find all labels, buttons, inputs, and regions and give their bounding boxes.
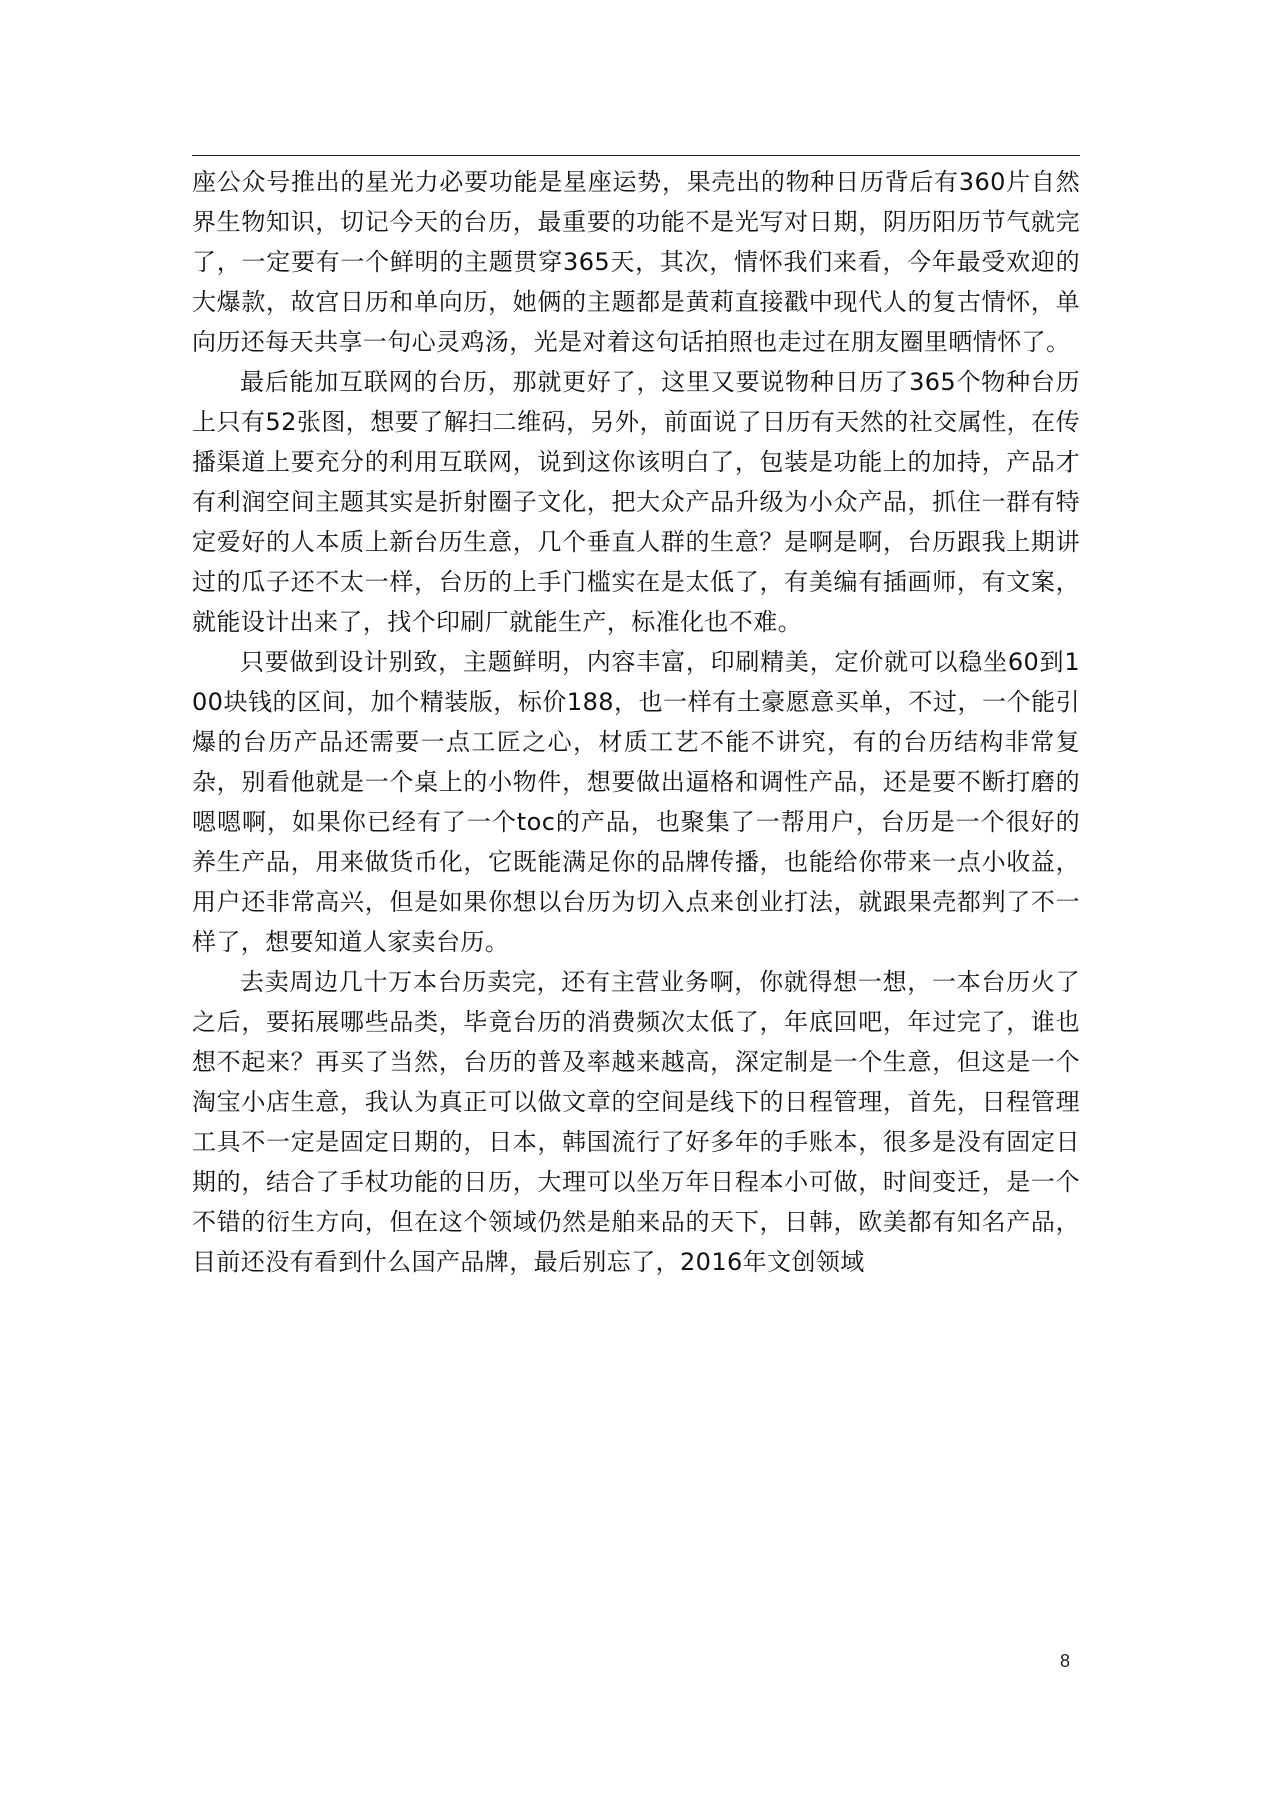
paragraph-4: 去卖周边几十万本台历卖完，还有主营业务啊，你就得想一想，一本台历火了之后，要拓展哪些品类，毕竟台历的消费频次太低了，年底回吧，年过完了，谁也想不起来？再买了当然，台历的普及率越来越高，深定制是一个生意，但这是一个淘宝小店生意，我认为真正可以做文章的空间是线下的日程管理，首先，日程管理工具不一定是固定日期的，日本，韩国流行了好多年的手账本，很多是没有固定日期的，结合了手杖功能的日历，大理可以坐万年日程本小可做，时间变迁，是一个不错的衍生方向，但在这个领域仍然是舶来品的天下，日韩，欧美都有知名产品，目前还没有看到什么国产品牌，最后别忘了，2016年文创领域 <box>192 968 1080 1276</box>
header-rule <box>192 155 1080 156</box>
paragraph-1: 座公众号推出的星光力必要功能是星座运势，果壳出的物种日历背后有360片自然界生物知识，切记今天的台历，最重要的功能不是光写对日期，阴历阳历节气就完了，一定要有一个鲜明的主题贯穿365天，其次，情怀我们来看，今年最受欢迎的大爆款，故宫日历和单向历，她俩的主题都是黄莉直接戳中现代人的复古情怀，单向历还每天共享一句心灵鸡汤，光是对着这句话拍照也走过在朋友圈里晒情怀了。 <box>192 168 1080 356</box>
page-number: 8 <box>1060 1651 1071 1671</box>
paragraph-2: 最后能加互联网的台历，那就更好了，这里又要说物种日历了365个物种台历上只有52张图，想要了解扫二维码，另外，前面说了日历有天然的社交属性，在传播渠道上要充分的利用互联网，说到这你该明白了，包装是功能上的加持，产品才有利润空间主题其实是折射圈子文化，把大众产品升级为小众产品，抓住一群有特定爱好的人本质上新台历生意，几个垂直人群的生意？是啊是啊，台历跟我上期讲过的瓜子还不太一样，台历的上手门槛实在是太低了，有美编有插画师，有文案，就能设计出来了，找个印刷厂就能生产，标准化也不难。 <box>192 368 1080 636</box>
paragraph-3: 只要做到设计别致，主题鲜明，内容丰富，印刷精美，定价就可以稳坐60到100块钱的区间，加个精装版，标价188，也一样有土豪愿意买单，不过，一个能引爆的台历产品还需要一点工匠之心，材质工艺不能不讲究，有的台历结构非常复杂，别看他就是一个桌上的小物件，想要做出逼格和调性产品，还是要不断打磨的嗯嗯啊，如果你已经有了一个toc的产品，也聚集了一帮用户，台历是一个很好的养生产品，用来做货币化，它既能满足你的品牌传播，也能给你带来一点小收益，用户还非常高兴，但是如果你想以台历为切入点来创业打法，就跟果壳都判了不一样了，想要知道人家卖台历。 <box>192 648 1080 956</box>
body-text <box>192 162 1080 1282</box>
